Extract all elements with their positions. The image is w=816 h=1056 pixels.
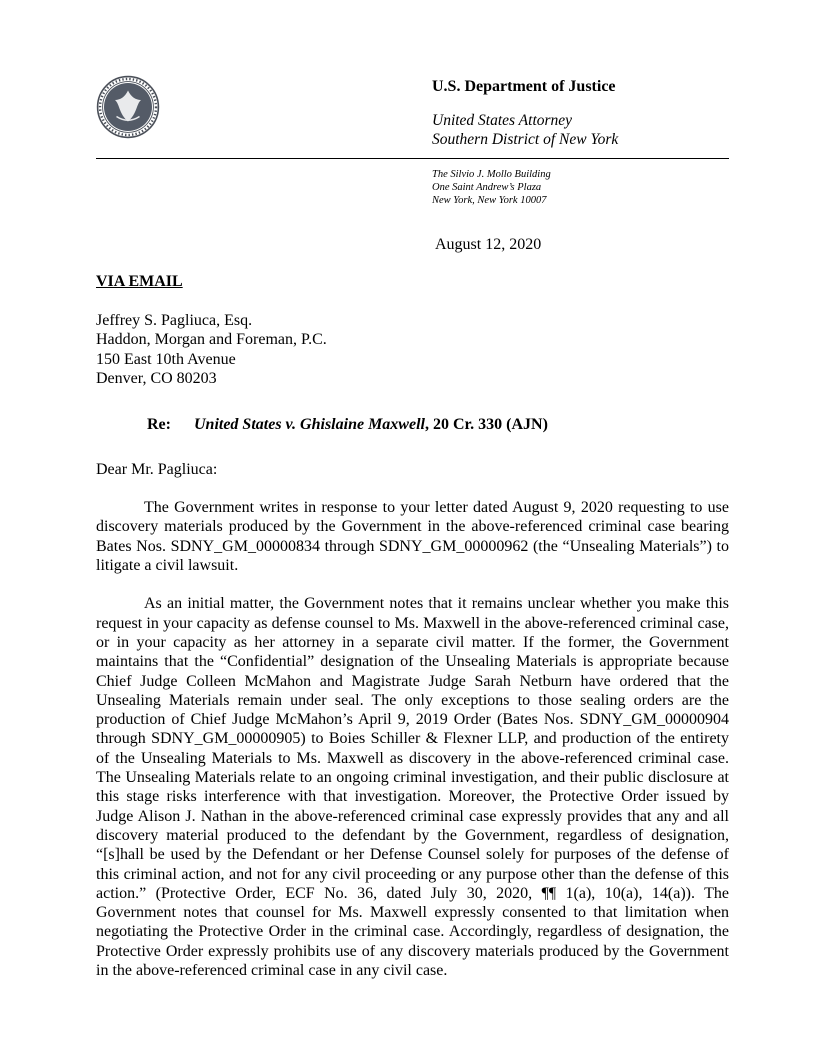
letterhead-office-line1: United States Attorney: [432, 112, 573, 129]
recipient-firm: Haddon, Morgan and Foreman, P.C.: [96, 331, 327, 349]
recipient-address-block: [96, 311, 729, 388]
recipient-name: Jeffrey S. Pagliuca, Esq.: [96, 312, 253, 329]
office-address-line1: The Silvio J. Mollo Building: [432, 169, 551, 180]
office-address-line2: One Saint Andrew’s Plaza: [432, 182, 542, 193]
body-paragraph-2: As an initial matter, the Government notes that it remains unclear whether you make this request in your capacity as defense counsel to Ms. Maxwell in the above-referenced criminal case, or in your capacity as her attorney in a separate civil matter. If the former, the Government maintains that the “Confidential” designation of the Unsealing Materials is appropriate because Chief Judge Colleen McMahon and Magistrate Judge Sarah Netburn have ordered that the Unsealing Materials remain under seal. The only exceptions to those sealing orders are the production of Chief Judge McMahon’s April 9, 2019 Order (Bates Nos. SDNY_GM_00000904 through SDNY_GM_00000905) to Boies Schiller & Flexner LLP, and production of the entirety of the Unsealing Materials to Ms. Maxwell as discovery in the above-referenced criminal case. The Unsealing Materials relate to an ongoing criminal investigation, and their public disclosure at this stage risks interference with that investigation. Moreover, the Protective Order issued by Judge Alison J. Nathan in the above-referenced criminal case expressly provides that any and all discovery material produced to the defendant by the Government, regardless of designation, “[s]hall be used by the Defendant or her Defense Counsel solely for purposes of the defense of this criminal action, and not for any civil proceeding or any purpose other than the defense of this action.” (Protective Order, ECF No. 36, dated July 30, 2020, ¶¶ 1(a), 10(a), 14(a)). The Government notes that counsel for Ms. Maxwell expressly consented to that limitation when negotiating the Protective Order in the criminal case. Accordingly, regardless of designation, the Protective Order expressly prohibits use of any discovery materials produced by the Government in the above-referenced criminal case in any civil case.: [96, 595, 729, 980]
recipient-street: 150 East 10th Avenue: [96, 350, 236, 368]
body-paragraph-1: The Government writes in response to your letter dated August 9, 2020 requesting to use discovery materials produced by the Government in the above-referenced criminal case bearing Bates Nos. SDNY_GM_00000834 through SDNY_GM_00000962 (the “Unsealing Materials”) to litigate a civil lawsuit.: [96, 499, 729, 575]
letterhead-text: [432, 75, 618, 149]
letterhead-office: [432, 111, 618, 149]
subject-line: [147, 415, 729, 434]
office-address-block: [432, 168, 729, 207]
letterhead: [96, 75, 729, 207]
subject-case-name: United States v. Ghislaine Maxwell: [193, 416, 425, 434]
letterhead-agency: U.S. Department of Justice: [432, 78, 616, 95]
letterhead-top: [96, 75, 729, 149]
office-address-line3: New York, New York 10007: [432, 195, 547, 206]
delivery-method: VIA EMAIL: [96, 273, 183, 290]
salutation: Dear Mr. Pagliuca:: [96, 461, 218, 479]
subject-label: Re:: [147, 416, 171, 434]
letterhead-office-line2: Southern District of New York: [432, 131, 619, 148]
letterhead-divider: [96, 158, 729, 159]
letter-date: August 12, 2020: [435, 236, 542, 253]
recipient-city: Denver, CO 80203: [96, 369, 217, 387]
subject-case-number: , 20 Cr. 330 (AJN): [424, 416, 548, 434]
doj-seal-icon: [96, 75, 160, 139]
